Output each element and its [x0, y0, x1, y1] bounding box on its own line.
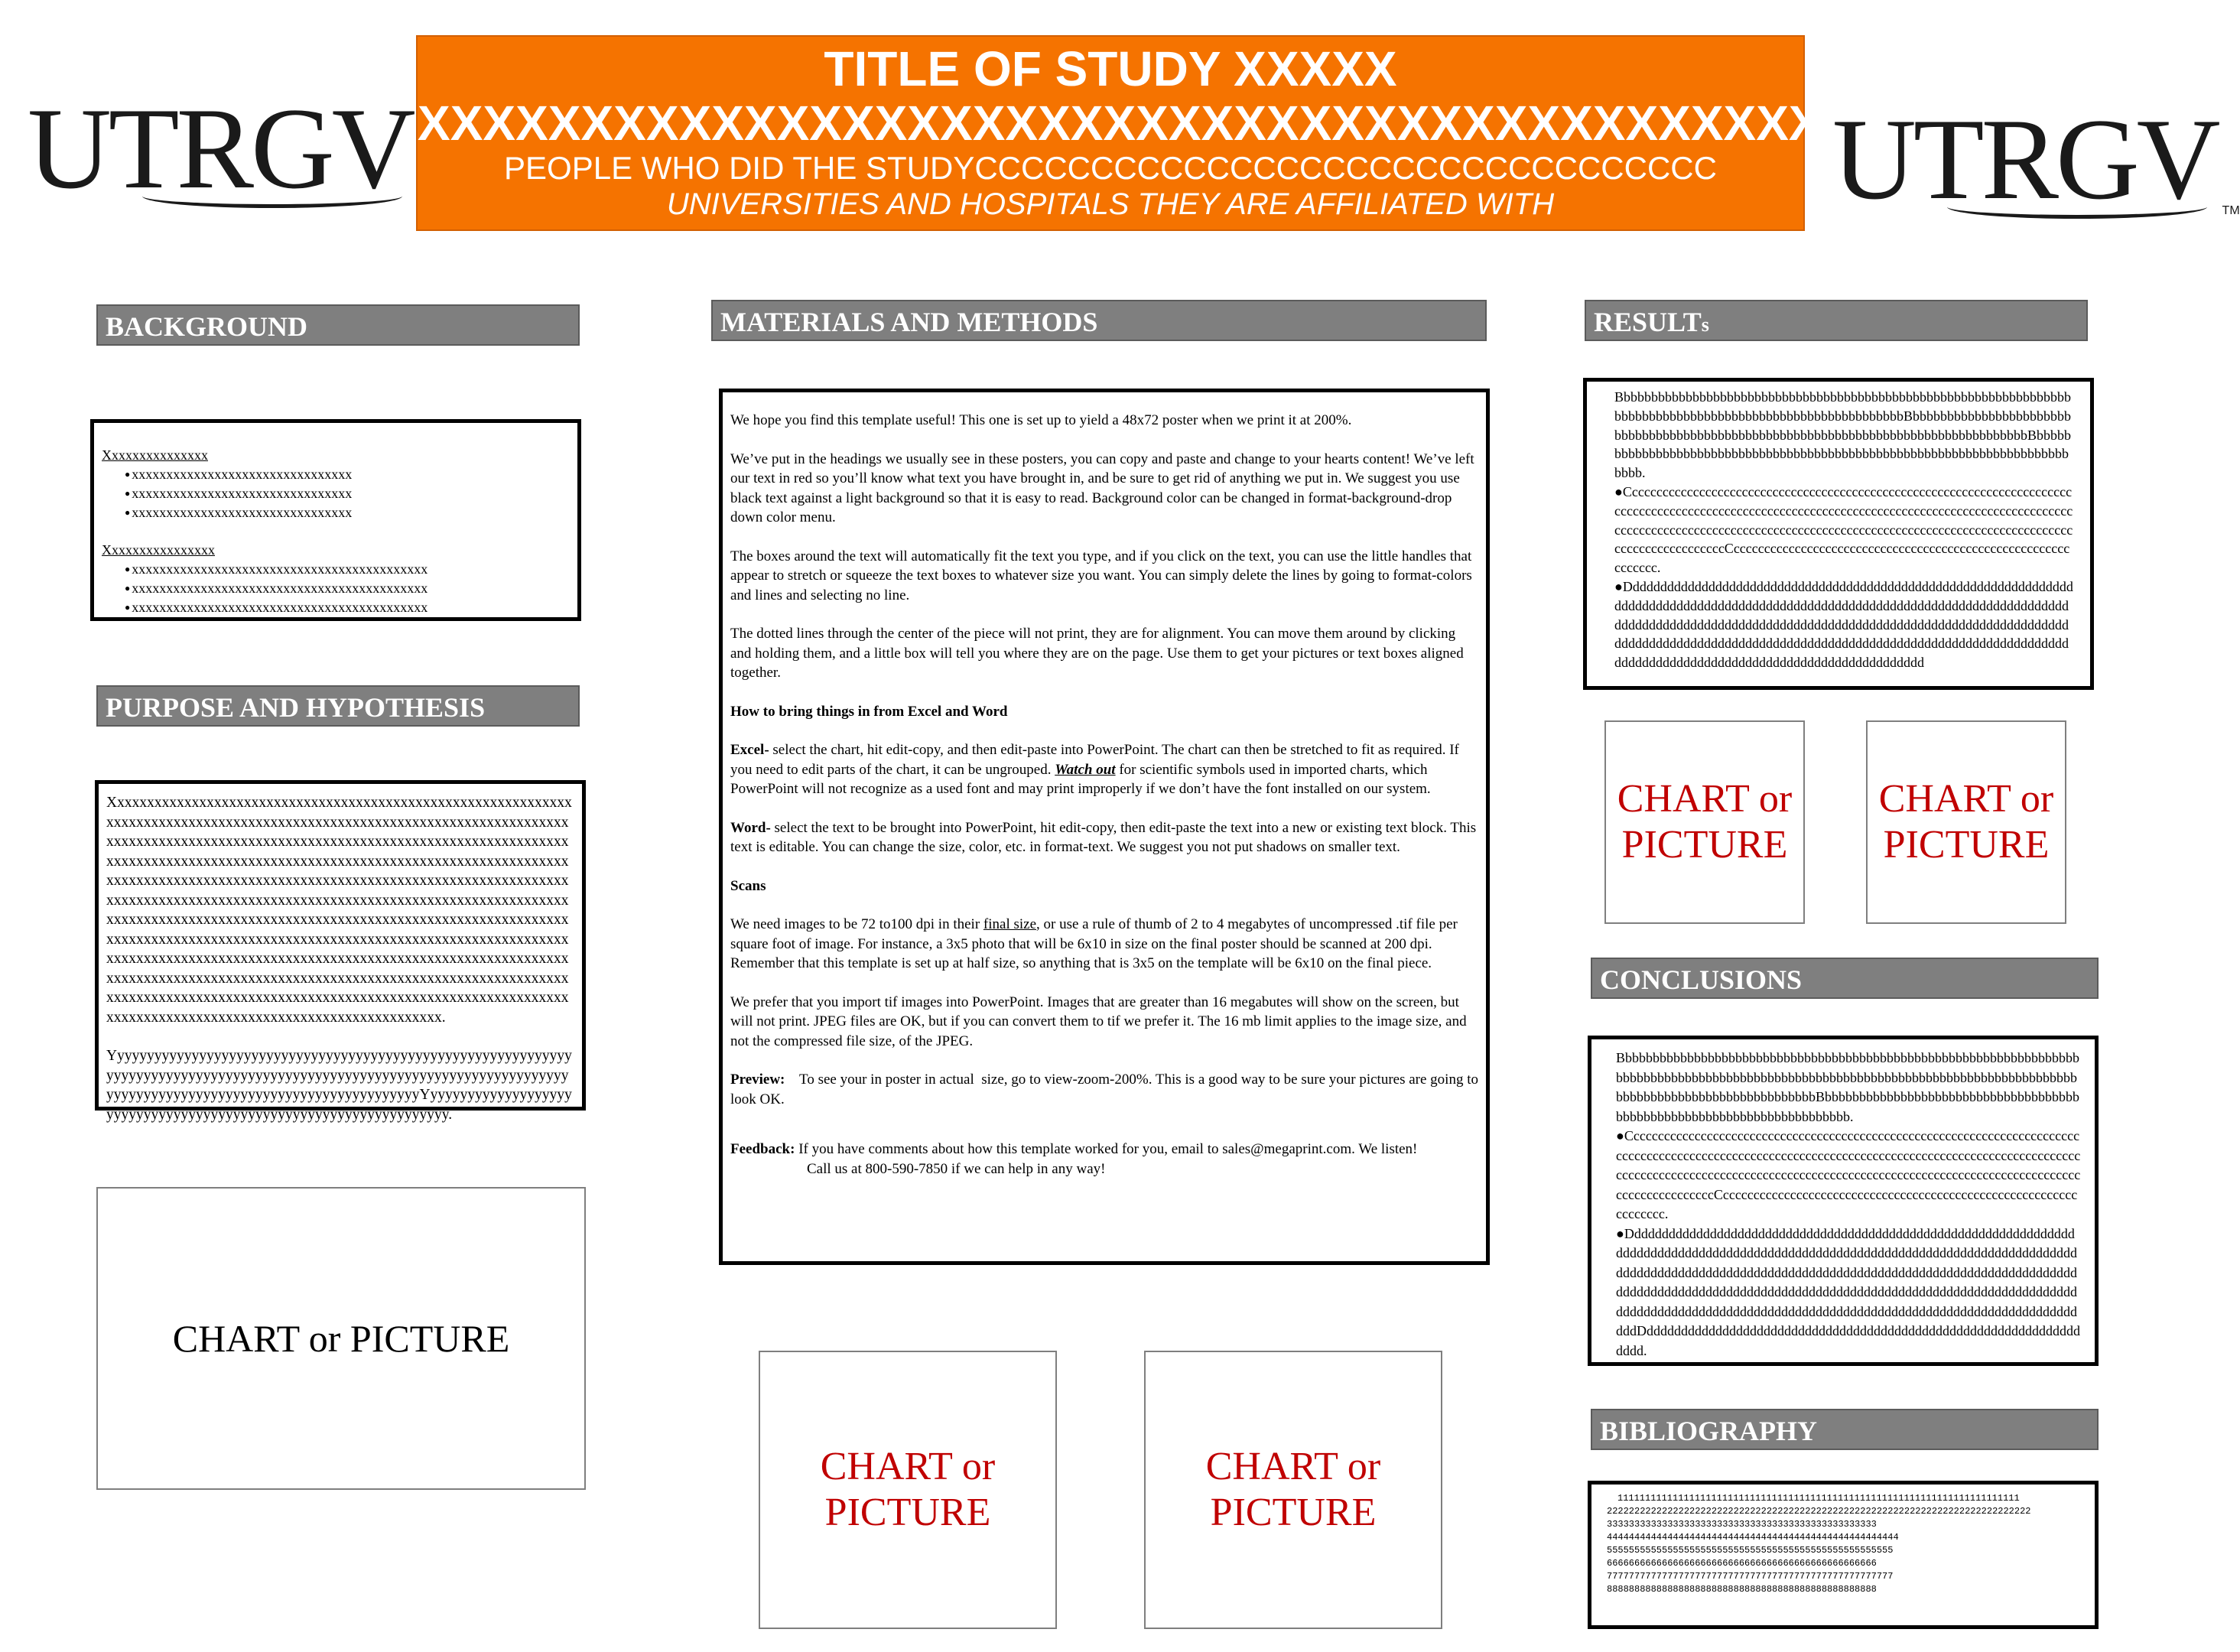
bibliography-heading-text: BIBLIOGRAPHY	[1600, 1416, 1818, 1446]
excel-text: select the chart, hit edit-copy, and then edit-paste into PowerPoint. The chart can then be stretched to fit as required. If you need to edit parts of the chart, it can be ungrouped.	[730, 742, 1459, 778]
results-heading	[1585, 300, 2088, 341]
methods-subheading: Scans	[730, 877, 766, 894]
purpose-heading	[96, 685, 580, 727]
word-label: Word-	[730, 819, 771, 836]
conclusions-heading	[1591, 958, 2099, 999]
contact-line: Call us at 800-590-7850 if we can help in any way!	[807, 1160, 1106, 1177]
authors: PEOPLE WHO DID THE STUDYCCCCCCCCCCCCCCCCCCCCCCCCCCCCCCCC	[504, 150, 1717, 186]
purpose-paragraph-1: Xxxxxxxxxxxxxxxxxxxxxxxxxxxxxxxxxxxxxxxxxxxxxxxxxxxxxxxxxxxxxxxxxxxxxxxxxxxxxxxxxxxxxxxxxxxxxxxxxxxxxxxxxxxxxxxxxxxxxxxxxxxxxxxxxxxxxxxxxxxxxxxxxxxxxxxxxxxxxxxxxxxxxxxxxxxxxxxxxxxxxxxxxxxxxxxxxxxxxxxxxxxxxxxxxxxxxxxxxxxxxxxxxxxxxxxxxxxxxxxxxxxxxxxxxxxxxxxxxxxxxxxxxxxxxxxxxxxxxxxxxxxxxxxxxxxxxxxxxxxxxxxxxxxxxxxxxxxxxxxxxxxxxxxxxxxxxxxxxxxxxxxxxxxxxxxxxxxxxxxxxxxxxxxxxxxxxxxxxxxxxxxxxxxxxxxxxxxxxxxxxxxxxxxxxxxxxxxxxxxxxxxxxxxxxxxxxxxxxxxxxxxxxxxxxxxxxxxxxxxxxxxxxxxxxxxxxxxxxxxxxxxxxxxxxxxxxxxxxxxxxxxxxxxxxxxxxxxxxxxxxxxxxxxxxxxxxxxxxxxxxxxxxxxxxxxxxxxxxxxxxxxxxxxxxxxxxxxxxxxxxxxxxxxxxxxxxxxxxxxxxxxxxxxxxxxxxxxxxxxxxxxxxxxxxxxxxxxxxxxxxxxxxxxxxxxxxxxxxxxxxxxxxxxxxxxxxxxxxxxxxxxxxxxxxxxxxxxxxxxxxxxxxxxxxxxxxxxxxxxxxxxxxxx.	[106, 795, 572, 1026]
placeholder-label: CHART or PICTURE	[1878, 777, 2054, 867]
background-heading	[96, 304, 580, 346]
purpose-box	[95, 780, 586, 1123]
background-group1-list	[125, 465, 570, 522]
bibliography-entry: 8888888888888888888888888888888888888888888888888	[1607, 1584, 1877, 1595]
logo-swoosh	[142, 184, 402, 208]
methods-paragraph: We’ve put in the headings we usually see in these posters, you can copy and paste and change to your hearts content! We’ve left our text in red so you’ll know what text you have brought in, and be sure to get rid of anything we put in. We suggest you use black text against a light background so that it is easy to read. Background color can be changed in format-background-drop down color menu.	[730, 450, 1474, 525]
logo-text: UTRGV	[1832, 95, 2218, 223]
chart-placeholder-center-2	[1144, 1351, 1442, 1629]
methods-paragraph: We hope you find this template useful! This one is set up to yield a 48x72 poster when we print it at 200%.	[730, 412, 1352, 428]
conclusions-box	[1588, 1036, 2099, 1366]
purpose-paragraph-2: YyyyyyyyyyyyyyyyyyyyyyyyyyyyyyyyyyyyyyyyyyyyyyyyyyyyyyyyyyyyyyyyyyyyyyyyyyyyyyyyyyyyyyyyyyyyyyyyyyyyyyyyyyyyyyyyyyyyyyyyyyyyyyyyyyyyyyyyyyyyyyyyyyyyyyyyyyyyyyyyyyyyyyYyyyyyyyyyyyyyyyyyyyyyyyyyyyyyyyyyyyyyyyyyyyyyyyyyyyyyyyyyyyyyyyyy.	[106, 1048, 572, 1123]
conclusions-paragraph-b: BbbbbbbbbbbbbbbbbbbbbbbbbbbbbbbbbbbbbbbbbbbbbbbbbbbbbbbbbbbbbbbbbbbbbbbbbbbbbbbbbbbbbbbbbbbbbbbbbbbbbbbbbbbbbbbbbbbbbbbbbbbbbbbbbbbbbbbbbbbbbbbbbbbbbbbbbbbbbbbbbbbBbbbbbbbbbbbbbbbbbbbbbbbbbbbbbbbbbbbbbbbbbbbbbbbbbbbbbbbbbbbbbbbbbbbbbbb.	[1616, 1050, 2080, 1124]
methods-paragraph	[730, 740, 1478, 799]
bibliography-entry: 1111111111111111111111111111111111111111111111111111111111111111111111111	[1617, 1493, 2020, 1504]
bibliography-heading	[1591, 1409, 2099, 1450]
bibliography-entry: 3333333333333333333333333333333333333333333333333	[1607, 1519, 1877, 1530]
placeholder-label: CHART or PICTURE	[1205, 1445, 1381, 1534]
placeholder-label: CHART or PICTURE	[172, 1317, 510, 1360]
final-size-text: final size	[983, 916, 1037, 932]
excel-label: Excel-	[730, 742, 769, 758]
list-item: ● xxxxxxxxxxxxxxxxxxxxxxxxxxxxxxxxxxxxxxxxxxx	[125, 579, 570, 598]
results-heading-suffix: s	[1701, 314, 1709, 336]
methods-paragraph	[730, 818, 1478, 857]
conclusions-paragraph-d: ●DdddddddddddddddddddddddddddddddddddddddddddddddddddddddddddddddddddddddddddddddddddddddddddddddddddddddddddddddddddddddddddddddddddddddddddddddddddddddddddddddddddddddddddddddddddddddddddddddddddddddddddddddddddddddddddddddddddddddddddddddddddddddddddddddddddddddddddddddddddddddddddddddddddddddddddddddddddddddddddddddddddddddddddddddDddddddddddddddddddddddddddddddddddddddddddddddddddddddddddddddddddd.	[1616, 1225, 2080, 1358]
purpose-heading-text: PURPOSE AND HYPOTHESIS	[106, 692, 486, 723]
study-title: TITLE OF STUDY XXXXX	[824, 41, 1397, 96]
methods-paragraph: We prefer that you import tif images into PowerPoint. Images that are greater than 16 megabutes will show on the screen, but will not print. JPEG files are OK, but if you can convert them to tif we prefer it. The 16 mb limit applies to the image size, and not the compressed file size, of the JPEG.	[730, 993, 1467, 1049]
conclusions-heading-text: CONCLUSIONS	[1600, 964, 1803, 995]
placeholder-label: CHART or PICTURE	[820, 1445, 996, 1534]
word-text: select the text to be brought into PowerPoint, hit edit-copy, then edit-paste the text into a new or existing text block. This text is editable. You can change the size, color, etc. in format-text. We suggest you not put shadows on smaller text.	[730, 819, 1477, 855]
logo-text: UTRGV	[28, 84, 413, 213]
chart-placeholder-right-1	[1604, 720, 1805, 924]
methods-box	[719, 389, 1490, 1265]
preview-text: To see your in poster in actual size, go to view-zoom-200%. This is a good way to be sure your pictures are going to look OK.	[730, 1072, 1482, 1107]
list-item: ● xxxxxxxxxxxxxxxxxxxxxxxxxxxxxxxx	[125, 503, 570, 522]
methods-heading	[711, 300, 1487, 341]
scans-text-2: , or use a rule of thumb of 2 to 4 megabytes of uncompressed .tif file per square foot of image. For instance, a 3x5 photo that will be 6x10 in size on the final poster should be scanned at 200 dpi. Remember that this template is set up at half size, so anything that is 3x5 on the template will be 6x10 on the final piece.	[730, 916, 1458, 971]
methods-subheading: How to bring things in from Excel and Word	[730, 703, 1008, 720]
affiliations: UNIVERSITIES AND HOSPITALS THEY ARE AFFILIATED WITH	[666, 187, 1555, 221]
chart-placeholder-right-2	[1866, 720, 2066, 924]
background-group2-list	[125, 560, 570, 617]
chart-placeholder-left	[96, 1187, 586, 1490]
results-paragraph-d: ●Dddddddddddddddddddddddddddddddddddddddddddddddddddddddddddddddddddddddddddddddddddddddddddddddddddddddddddddddddddddddddddddddddddddddddddddddddddddddddddddddddddddddddddddddddddddddddddddddddddddddddddddddddddddddddddddddddddddddddddddddddddddddddddddddddddddddddddddddddddddddddddddddddddddddddddddddddddd	[1614, 578, 2073, 671]
watch-out-text: Watch out	[1055, 761, 1116, 778]
bibliography-entry: 22222222222222222222222222222222222222222222222222222222222222222222222222222	[1607, 1506, 2031, 1517]
title-banner	[416, 35, 1822, 231]
results-box	[1583, 378, 2094, 690]
bibliography-entry: 5555555555555555555555555555555555555555555555555555	[1607, 1545, 1894, 1556]
methods-paragraph	[730, 915, 1478, 974]
background-box	[90, 419, 581, 621]
background-heading-text: BACKGROUND	[106, 311, 308, 342]
logo-swoosh	[1947, 195, 2207, 219]
bibliography-entry: 44444444444444444444444444444444444444444444444444444	[1607, 1532, 1899, 1543]
results-paragraph-c: ●CccccccccccccccccccccccccccccccccccccccccccccccccccccccccccccccccccccccccccccccccccccccccccccccccccccccccccccccccccccccccccccccccccccccccccccccccccccccccccccccccccccccccccccccccccccccccccccccccccccccccccccccccccccccccccccccccccccccccccccccccCcccccccccccccccccccccccccccccccccccccccccccccccccccccccccccccc.	[1614, 483, 2073, 576]
methods-paragraph: The boxes around the text will automatically fit the text you type, and if you click on the text, you can use the little handles that appear to stretch or squeeze the text boxes to whatever size you want. You can simply delete the lines by going to format-colors and lines and selecting no line.	[730, 548, 1472, 603]
background-group2-title: Xxxxxxxxxxxxxxxx	[102, 542, 215, 558]
utrgv-logo-right	[1832, 95, 2240, 223]
results-paragraph-b: BbbbbbbbbbbbbbbbbbbbbbbbbbbbbbbbbbbbbbbbbbbbbbbbbbbbbbbbbbbbbbbbbbbbbbbbbbbbbbbbbbbbbbbbbbbbbbbbbbbbbbbbbbbbBbbbbbbbbbbbbbbbbbbbbbbbbbbbbbbbbbbbbbbbbbbbbbbbbbbbbbbbbbbbbbbbbbbbbbbbbbbbbbbbbbbbBbbbbbbbbbbbbbbbbbbbbbbbbbbbbbbbbbbbbbbbbbbbbbbbbbbbbbbbbbbbbbbbbbbbbbbbbbbb.	[1614, 389, 2072, 481]
results-heading-text: RESULT	[1594, 307, 1702, 337]
bibliography-entry: 6666666666666666666666666666666666666666666666666	[1607, 1558, 1877, 1569]
list-item: ● xxxxxxxxxxxxxxxxxxxxxxxxxxxxxxxx	[125, 465, 570, 484]
bibliography-box	[1588, 1481, 2099, 1629]
placeholder-label: CHART or PICTURE	[1617, 777, 1793, 867]
preview-label: Preview:	[730, 1072, 785, 1088]
methods-paragraph	[730, 1140, 1478, 1159]
utrgv-logo-left	[28, 84, 413, 213]
list-item: ● xxxxxxxxxxxxxxxxxxxxxxxxxxxxxxxxxxxxxxxxxxx	[125, 560, 570, 579]
methods-heading-text: MATERIALS AND METHODS	[720, 307, 1098, 337]
feedback-text: If you have comments about how this template worked for you, email to sales@megaprint.com. We listen!	[795, 1141, 1418, 1157]
feedback-label: Feedback:	[730, 1141, 795, 1157]
conclusions-paragraph-c: ●CcccccccccccccccccccccccccccccccccccccccccccccccccccccccccccccccccccccccccccccccccccccccccccccccccccccccccccccccccccccccccccccccccccccccccccccccccccccccccccccccccccccccccccccccccccccccccccccccccccccccccccccccccccccccccccccccccccccccccccccccccCcccccccccccccccccccccccccccccccccccccccccccccccccccccccccccccccccc.	[1616, 1128, 2081, 1221]
trademark-symbol: TM	[2222, 204, 2240, 217]
methods-paragraph	[730, 1070, 1482, 1109]
methods-paragraph: The dotted lines through the center of the piece will not print, they are for alignment. You can move them around by clicking and holding them, and a little box will tell you where they are on the page. Use them to get your pictures or text boxes aligned together.	[730, 626, 1464, 681]
scans-text: We need images to be 72 to100 dpi in their	[730, 916, 983, 932]
chart-placeholder-center-1	[759, 1351, 1057, 1629]
excel-text-2: for scientific symbols used in imported charts, which PowerPoint will not recognize as a used font and may print improperly if we don’t have the font installed on our system.	[730, 761, 1431, 797]
background-group1-title: Xxxxxxxxxxxxxxx	[102, 447, 208, 463]
list-item: ● xxxxxxxxxxxxxxxxxxxxxxxxxxxxxxxx	[125, 484, 570, 503]
bibliography-entry: 7777777777777777777777777777777777777777777777777777	[1607, 1571, 1894, 1582]
list-item: ● xxxxxxxxxxxxxxxxxxxxxxxxxxxxxxxxxxxxxxxxxxx	[125, 598, 570, 617]
study-title-line2: XXXXXXXXXXXXXXXXXXXXXXXXXXXXXXXXXXXXXXXXXXX	[418, 96, 1822, 151]
